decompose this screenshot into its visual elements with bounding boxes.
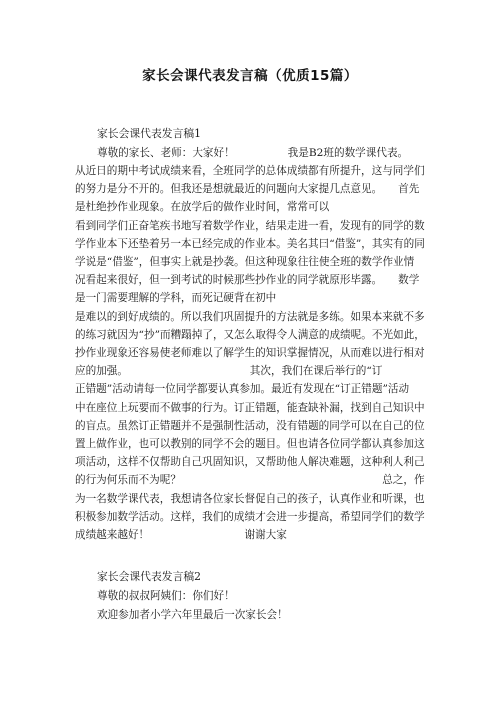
paragraph-line: 成绩越来越好！ 谢谢大家 xyxy=(75,529,287,541)
paragraph-line: 中在座位上玩要而不做事的行为。订正错题，能查缺补漏，找到自己知识中 xyxy=(75,402,425,414)
paragraph-line: 积极参加数学活动。这样，我们的成绩才会进一步提高，希望同学们的数学 xyxy=(75,511,425,523)
paragraph-line: 的行为何乐而不为呢？ 总之，作 xyxy=(75,474,425,486)
paragraph-line: 的努力是分不开的。但我还是想就最近的问题向大家提几点意见。 首先 xyxy=(75,183,420,195)
section-heading-2: 家长会课代表发言稿2 xyxy=(97,570,202,583)
paragraph-line: 为一名数学课代表，我想请各位家长督促自己的孩子，认真作业和听课，也 xyxy=(75,493,425,505)
paragraph-line: 从近日的期中考试成绩来看，全班同学的总体成绩都有所提升，这与同学们 xyxy=(75,165,425,177)
paragraph-line: 尊敬的家长、老师：大家好！ 我是B2班的数学课代表。 xyxy=(97,147,409,159)
paragraph-line: 学作业本下还垫着另一本已经完成的作业本。美名其曰“借鉴”，其实有的同 xyxy=(75,238,425,250)
paragraph-line: 抄作业现象还容易使老师难以了解学生的知识掌握情况，从而难以进行相对 xyxy=(75,347,425,359)
paragraph-line: 况看起来很好，但一到考试的时候那些抄作业的同学就原形毕露。 数学 xyxy=(75,274,420,286)
paragraph-line: 正错题”活动请每一位同学都要认真参加。最近有发现在“订正错题”活动 xyxy=(75,383,410,395)
paragraph-line: 是一门需要理解的学科，而死记硬背在初中 xyxy=(75,292,277,304)
paragraph-line: 欢迎参加者小学六年里最后一次家长会！ xyxy=(97,609,288,621)
paragraph-line: 是杜绝抄作业现象。在放学后的做作业时间，常常可以 xyxy=(75,201,330,213)
paragraph-line: 的练习就因为“抄”而糟蹋掉了，又怎么取得令人满意的成绩呢。不光如此， xyxy=(75,329,425,341)
paragraph-line: 置上做作业，也可以教别的同学不会的题目。但也请各位同学都认真参加这 xyxy=(75,438,425,450)
section-heading-1: 家长会课代表发言稿1 xyxy=(97,127,202,140)
paragraph-line: 应的加强。 其次，我们在课后举行的“订 xyxy=(75,365,383,377)
paragraph-line: 学说是“借鉴”，但事实上就是抄袭。但这种现象往往使全班的数学作业情 xyxy=(75,256,415,268)
paragraph-line: 是难以的到好成绩的。所以我们巩固提升的方法就是多练。如果本来就不多 xyxy=(75,311,425,323)
paragraph-line: 的盲点。虽然订正错题并不是强制性活动，没有错题的同学可以在自己的位 xyxy=(75,420,425,432)
paragraph-line: 项活动，这样不仅帮助自己巩固知识，又帮助他人解决难题，这种利人利己 xyxy=(75,456,425,468)
paragraph-line: 尊敬的叔叔阿姨们：你们好！ xyxy=(97,590,235,602)
page-title: 家长会课代表发言稿（优质15篇） xyxy=(142,68,358,84)
paragraph-line: 看到同学们正奋笔疾书地写着数学作业，结果走进一看，发现有的同学的数 xyxy=(75,220,425,232)
